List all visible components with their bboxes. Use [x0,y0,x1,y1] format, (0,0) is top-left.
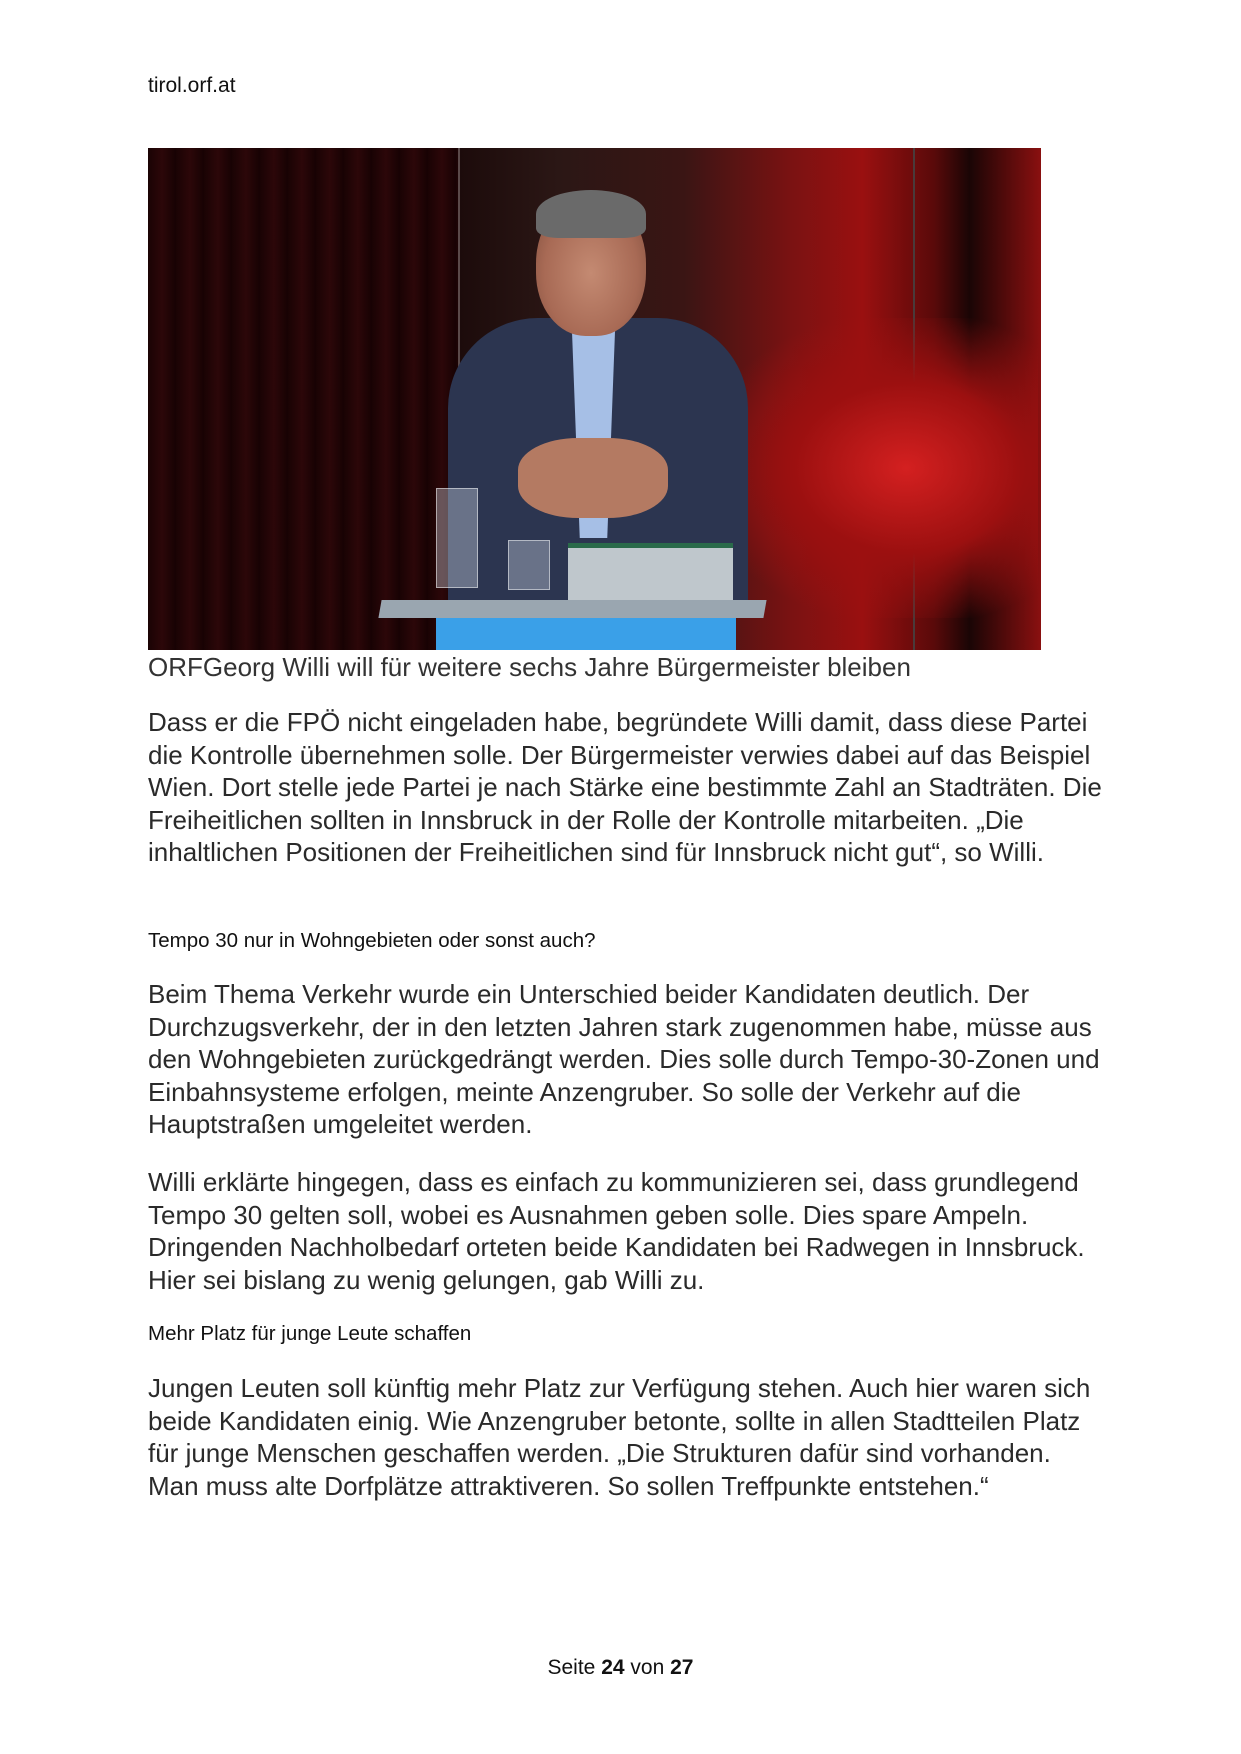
current-page-number: 24 [601,1656,625,1679]
article-photo [148,148,1041,650]
image-caption: ORFGeorg Willi will für weitere sechs Jahre Bürgermeister bleiben [148,652,911,682]
page-footer [0,1656,1241,1680]
article-paragraph: Willi erklärte hingegen, dass es einfach zu kommunizieren sei, dass grundlegend Tempo 30 gelten soll, wobei es Ausnahmen geben solle. Dies spare Ampeln. Dringenden Nachholbedarf orteten beide Kandidaten bei Radwegen in Innsbruck. Hier sei bislang zu wenig gelungen, gab Willi zu. [148,1167,1085,1295]
curtain-background [148,148,458,650]
podium-top [378,600,766,618]
page-separator: von [630,1656,665,1679]
article-paragraph: Jungen Leuten soll künftig mehr Platz zur Verfügung stehen. Auch hier waren sich beide Kandidaten einig. Wie Anzengruber betonte, sollte in allen Stadtteilen Platz für junge Menschen geschaffen werden. „Die Strukturen dafür sind vorhanden. Man muss alte Dorfplätze attraktiveren. So sollen Treffpunkte entstehen.“ [148,1373,1091,1501]
page-label: Seite [547,1656,596,1679]
article-paragraph: Dass er die FPÖ nicht eingeladen habe, begründete Willi damit, dass diese Partei die Kontrolle übernehmen solle. Der Bürgermeister verwies dabei auf das Beispiel Wien. Dort stelle jede Partei je nach Stärke eine bestimmte Zahl an Stadträten. Die Freiheitlichen sollten in Innsbruck in der Rolle der Kontrolle mitarbeiten. „Die inhaltlichen Positionen der Freiheitlichen sind für Innsbruck nicht gut“, so Willi. [148,707,1102,867]
red-light-background [708,318,1038,618]
binder-stack [568,543,733,608]
section-subheading: Tempo 30 nur in Wohngebieten oder sonst auch? [148,929,596,952]
water-carafe [436,488,478,588]
article-paragraph: Beim Thema Verkehr wurde ein Unterschied beider Kandidaten deutlich. Der Durchzugsverkehr, der in den letzten Jahren stark zugenommen habe, müsse aus den Wohngebieten zurückgedrängt werden. Dies solle durch Tempo-30-Zonen und Einbahnsysteme erfolgen, meinte Anzengruber. So solle der Verkehr auf die Hauptstraßen umgeleitet werden. [148,979,1100,1139]
section-subheading: Mehr Platz für junge Leute schaffen [148,1322,472,1345]
site-header: tirol.orf.at [148,74,236,97]
water-glass [508,540,550,590]
person-hands [518,438,668,518]
total-pages-number: 27 [670,1656,694,1679]
person-hair [536,190,646,238]
podium [436,618,736,650]
